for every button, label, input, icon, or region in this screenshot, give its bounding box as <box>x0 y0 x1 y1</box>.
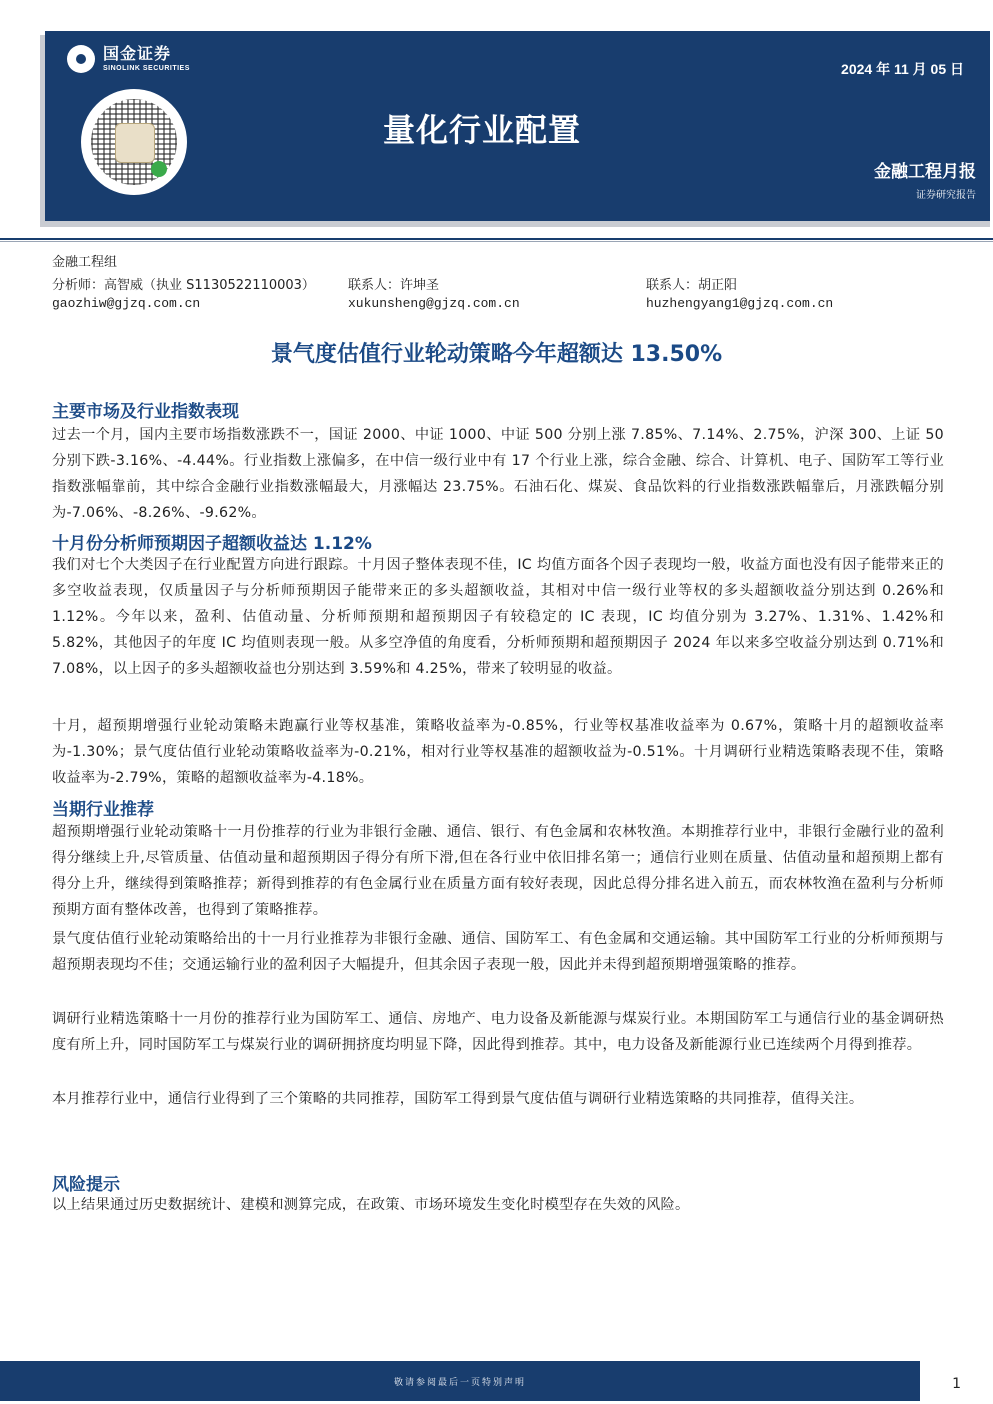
section-heading-factor: 十月份分析师预期因子超额收益达 1.12% <box>52 534 372 554</box>
contact2-name: 胡正阳 <box>698 278 738 293</box>
qr-code-image <box>81 89 187 195</box>
contact2-email[interactable]: huzhengyang1@gjzq.com.cn <box>646 296 834 311</box>
contact1-name: 许坤圣 <box>400 278 440 293</box>
team-name: 金融工程组 <box>52 255 118 270</box>
report-title: 量化行业配置 <box>383 111 582 149</box>
contact2-label: 联系人： <box>646 278 699 293</box>
contact1-label: 联系人： <box>348 278 401 293</box>
paragraph: 景气度估值行业轮动策略给出的十一月行业推荐为非银行金融、通信、国防军工、有色金属和交通运输。其中国防军工行业的分析师预期与超预期表现均不佳；交通运输行业的盈利因子大幅提升，但其余因子表现一般，因此并未得到超预期增强策略的推荐。 <box>52 931 944 973</box>
contact1-email[interactable]: xukunsheng@gjzq.com.cn <box>348 296 520 311</box>
header-divider-thin <box>0 241 993 242</box>
company-logo <box>67 43 190 75</box>
paragraph: 十月，超预期增强行业轮动策略未跑赢行业等权基准，策略收益率为-0.85%，行业等权基准收益率为 0.67%，策略十月的超额收益率为-1.30%；景气度估值行业轮动策略收益率为-0.21%，相对行业等权基准的超额收益为-0.51%。十月调研行业精选策略表现不佳，策略收益率为-2.79%，策略的超额收益率为-4.18%。 <box>52 718 944 786</box>
analyst-info <box>52 274 315 293</box>
paragraph: 过去一个月，国内主要市场指数涨跌不一，国证 2000、中证 1000、中证 500 分别上涨 7.85%、7.14%、2.75%，沪深 300、上证 50 分别下跌-3.16%、-4.44%。行业指数上涨偏多，在中信一级行业中有 17 个行业上涨，综合金融、综合、计算机、电子、国防军工等行业指数涨幅靠前，其中综合金融行业指数涨幅最大，月涨幅达 23.75%。石油石化、煤炭、食品饮料的行业指数涨跌幅靠后，月涨跌幅分别为-7.06%、-8.26%、-9.62%。 <box>52 427 944 521</box>
paragraph: 我们对七个大类因子在行业配置方向进行跟踪。十月因子整体表现不佳，IC 均值方面各个因子表现均一般，收益方面也没有因子能带来正的多空收益表现，仅质量因子与分析师预期因子能带来正的多头超额收益，其相对中信一级行业等权的多头超额收益分别达到 0.26%和 1.12%。今年以来，盈利、估值动量、分析师预期和超预期因子有较稳定的 IC 表现，IC 均值分别为 3.27%、1.31%、1.42%和 5.82%，其他因子的年度 IC 均值则表现一般。从多空净值的角度看，分析师预期和超预期因子 2024 年以来多空收益分别达到 0.71%和 7.08%，以上因子的多头超额收益也分别达到 3.59%和 4.25%，带来了较明显的收益。 <box>52 557 944 677</box>
analyst-label: 分析师： <box>52 278 105 293</box>
logo-en-text: SINOLINK SECURITIES <box>103 65 190 72</box>
section-heading-recommendation: 当期行业推荐 <box>52 800 154 820</box>
footer-disclaimer: 敬请参阅最后一页特别声明 <box>393 1378 526 1388</box>
section-heading-market: 主要市场及行业指数表现 <box>52 402 239 422</box>
mini-program-icon <box>151 161 167 177</box>
paragraph: 本月推荐行业中，通信行业得到了三个策略的共同推荐，国防军工得到景气度估值与调研行业精选策略的共同推荐，值得关注。 <box>52 1091 864 1107</box>
contact1-info <box>348 274 439 293</box>
logo-cn-text: 国金证券 <box>103 44 172 63</box>
section-heading-risk: 风险提示 <box>52 1175 120 1195</box>
paragraph: 调研行业精选策略十一月份的推荐行业为国防军工、通信、房地产、电力设备及新能源与煤炭行业。本期国防军工与通信行业的基金调研热度有所上升，同时国防军工与煤炭行业的调研拥挤度均明显下降，因此得到推荐。其中，电力设备及新能源行业已连续两个月得到推荐。 <box>52 1011 944 1053</box>
paragraph: 超预期增强行业轮动策略十一月份推荐的行业为非银行金融、通信、银行、有色金属和农林牧渔。本期推荐行业中，非银行金融行业的盈利得分继续上升,尽管质量、估值动量和超预期因子得分有所下滑,但在各行业中依旧排名第一；通信行业则在质量、估值动量和超预期上都有得分上升，继续得到策略推荐；新得到推荐的有色金属行业在质量方面有较好表现，因此总得分排名进入前五，而农林牧渔在盈利与分析师预期方面有整体改善，也得到了策略推荐。 <box>52 824 944 918</box>
document-title: 景气度估值行业轮动策略今年超额达 13.50% <box>270 342 723 367</box>
contact2-info <box>646 274 737 293</box>
report-date: 2024 年 11 月 05 日 <box>841 61 964 77</box>
paragraph: 以上结果通过历史数据统计、建模和测算完成，在政策、市场环境发生变化时模型存在失效的风险。 <box>52 1197 690 1213</box>
analyst-email[interactable]: gaozhiw@gjzq.com.cn <box>52 296 201 311</box>
logo-mark-icon <box>67 45 95 73</box>
page-number: 1 <box>952 1376 961 1392</box>
report-header <box>45 31 990 221</box>
analyst-name: 高智威（执业 S1130522110003） <box>104 278 315 293</box>
report-type: 金融工程月报 <box>874 162 976 182</box>
report-subtype: 证券研究报告 <box>916 190 976 201</box>
header-divider <box>0 238 993 240</box>
